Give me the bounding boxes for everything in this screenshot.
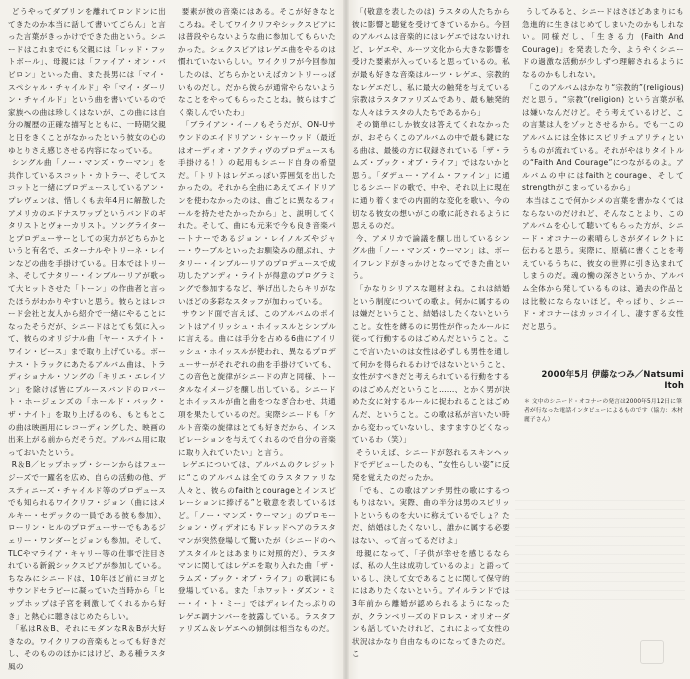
paragraph: 「私はR＆B、それにモダンなR＆Bが大好きなの。ワイクリフの音楽もとっても好きだし、そのもののほかにはけど、ある種ラスタ風の	[8, 624, 166, 671]
paragraph: 今、アメリカで論議を醸し出しているシングル曲「ノー・マンズ・ウーマン」は、ボーイフレンドがきっかけとなってできた曲という。	[352, 233, 510, 281]
paragraph: シングル曲「ノー・マンズ・ウーマン」を共作しているスコット・カトラー、そしてスコットと一緒にプロデュースしているアン・プレヴェンは、惜しくも去年4月に解散したアメリカのエドナスワップというバンドのギタリストとヴォーカリスト。ソングライターとプロデューサーとしての実力がどちらかというと有名で、エターナルやトリーネ・レインなどの曲を手掛けている。日本ではトリーネ、そしてナタリー・インブルーリアが歌って大ヒットさせた「トーン」の作曲者と言ったほうがわかりやすいと思う。彼らとはレコード会社と友人から紹介で一緒にやることになったそうだが、シニードはとても気に入って、彼らのオリジナル曲「ヤー・ステイト・ワイン・ビース」まで取り上げている。ボーナス・トラックにあたるアルバム曲は、トラディショナル・ソングの「キリエ・エレイソン」を除けば皆にブルースバンドのロバート・ホージェンズの「ホールド・バック・ザ・ナイト」を取り上げるのも、もともとこの曲は映画用にレコーディングした、映画の出来上がる前からだそうだ。アルバム用に取っておいたという。	[8, 158, 166, 457]
text-column-4	[522, 6, 684, 336]
text-column-1	[8, 6, 166, 674]
paragraph: 要素が彼の音楽にはある。そこが好きなところね。そしてワイクリフやシックスピアには普段やらないような曲に参加してもらいたかった。シェクスピアはレゲエ曲をやるのは慣れていないらしい。ワイクリフが今回参加したのは、どちらかといえばカントリーっぽいものだし。だから彼らが通常やらないようなことをやってもらったことね。彼らはすごく楽しんでいたわ」	[178, 7, 336, 117]
author-credit: 2000年5月 伊藤なつみ／Natsumi Itoh	[541, 369, 684, 390]
show-through-texture	[515, 500, 685, 600]
paragraph: 「(敬意を表したのは) ラスタの人たちから彼に影響と聴覚を受けてきているから。今回のアルバムは音楽的にはレゲエではないけれど、レゲエや、ルーツ文化から大きな影響を受けた要素が入っていると思っているの。私が最も好きな音楽はルーツ・レゲエ、宗教的なレゲエだし、私に最大の触発を与えている宗教はラスタファリズムであり、最も触発的な人々はラスタの人たちであるから」	[352, 7, 510, 117]
footnote: ＊ 文中のシニード・オコナーの発言は2000年5月12日に筆者が行なった電話インタビューによるものです（協力：木村麗子さん）	[524, 399, 683, 423]
paragraph: レゲエについては、アルバムのクレジットに“このアルバムは全てのラスタファリな人々と、彼らのfaithとcourageとインスピレーションに捧げる”と敬意を表しているほど。「ノー・マンズ・ウーマン」のプロモーション・ヴィデオにもドレッドヘアのラスタマンが突然登場して驚いたが（シニードのヘアスタイルとはあまりに対照的だ）、ラスタマンに関してはレゲエを取り入れた曲「ザ・ラムズ・ブック・オブ・ライフ」の歌詞にも登場している。また「ホワット・ダズン・ミー・イ・ト・ミー」ではディレイたっぷりのレゲエ調ナンバーを披露している。ラスタファリズム＆レゲエへの傾倒は相当なものだ。	[178, 460, 336, 634]
paragraph: どうやってダブリンを離れてロンドンに出てきたのか本当に話して書いてごらん」と言った言葉がきっかけでできた曲という。シニードはこれまでにも父親には「レッド・フットボール」、母親には「ファイア・オン・バビロン」といった曲、また長男には「マイ・スペシャル・チャイルド」や「マイ・ダーリン・チャイルド」という曲を書いているので家族への曲は珍しくはないが、この曲には自分の履歴の正確な描写とともに、一時期父親と日をきくことがなかったという彼女の心のゆとりさえ感じさせる内容になっている。	[8, 7, 166, 155]
paragraph: 「このアルバムはかなり“宗教的”(religious)だと思う。“宗教”(religion) という言葉が私は嫌いなんだけど。そう考えているけど、この言葉は人をゾッとさせるから。でも一このアルバムには全体にスピリチュアリティというものが流れている。それがやはりタイトルの“Faith And Courage”につながるのよ。アルバムの中にはfaithとcourage、そしてstrengthがこまっているから」	[522, 82, 684, 193]
paragraph: 「でも、この歌はアンチ男性の歌にするつもりはない。実際、曲の半分は男のスピリットというものを大いに称えているでしょ？ただ、結婚はしたくないし、誰かに属する必要はない、って言ってるだけよ」	[352, 485, 510, 545]
paragraph: 「かなりシリアスな題材よね。これは結婚という制度についての歌よ。何かに属するのは嫌だということ、結婚はしたくないということ。女性を縛るのに男性が作ったルールに従って行動するのはごめんだということ。ここで言いたいのは女性は必ずしも男性を通して何かを得られるわけではないということ、女性がすべきだと考えられている行動をするのはごめんだということ……、とかく男が決めた女に対するルールに捉われることはごめんだ、ということ。この歌は私が言いたい時から変わっていないし、ますますひどくなっているわ（笑）」	[352, 284, 510, 445]
paragraph: うしてみると、シニードはさほどあまりにも急進的に生きはじめてしまいたのかもしれない。同様だし、「生きる力 (Faith And Courage)」を発表した今、ようやくシニードの過激な活動が少しずつ理解されるようになるのかもしれない。	[522, 7, 684, 79]
paragraph: その簡単にしか彼女は答えてくれなかったが、おそらくこのアルバムの中で最も鍵になる曲は、最後の方に収録されている「ザ・ラムズ・ブック・オブ・ライフ」ではないかと思う。「ダデュー・アイム・ファイン」に通じるシニードの歌で、中や、それ以上に現在に通り着くまでの内面的な変化を歌い、今の切なる彼女の想いがこの歌に託されるように思えるのだ。	[352, 120, 510, 231]
text-column-3	[352, 6, 510, 674]
text-column-2	[178, 6, 336, 674]
logo-mark-icon	[640, 640, 664, 664]
paragraph: 「ブライアン・イーノもそうだが、ON-Uサウンドのエイドリアン・シャーウッド（最近はオーディオ・アクティヴのプロデュースも手掛ける！）の起用もシニード自身の希望だ。「トリトはレゲエっぽい雰囲気を出したかったの。それから全曲にあえてエイドリアンを使わなかったのは、曲ごとに異なるフィールを持たせたかったから」と、説明してくれた。そして、曲にも元来で今も良き音楽パートナーであるジョン・レイノルズやジャー・ウーブルといったお馴染みの顔ぶれ、ナタリー・インブルーリアのプロデュースで成功したアンディ・ライトが得意のプログラミングで参加するなど、挙げ出したらキリがないほどの多彩なスタッフが加わっている。	[178, 120, 336, 306]
paragraph: 母親になって、「子供が幸せを感じるならば、私の人生は成功しているのよ」と語っているし、決して女であることに関して保守的にはありたくないという。アイルランドでは3年前から離婚が認められるようになったが、クランベリーズのドロレス・オリオーダンも話していたけれど、これによって女性の状況はかなり自由なものになってきたのだ。こ	[352, 548, 510, 659]
page-fold	[343, 0, 349, 679]
paragraph: R＆B／ヒップホップ・シーンからはフュージーズで一躍名を広め、自らの活動の他、デスティニーズ・チャイルド等のプロデュースでも知られるワイクリフ・ジョン（曲にはメルキー・セデックの一員である彼も参加）、ローリン・ヒルのプロデューサーでもあるジェリー・ワンダーとジョンも参加。そして、TLCやマライア・キャリー等の仕事で注目されている新鋭シックスピアが参加している。ちなみにシニードは、10年ほど前にヨガとサウンドセラピーに凝っていた当時から「ヒップホップは子宮を刺激してくれるから好き」と熱心に聴きはじめたらしい。	[8, 460, 166, 621]
paragraph: 本当はここで何かシメの言葉を書かなくてはならないのだけれど、そんなことより、このアルバムを心して聴いてもらった方が、シニード・オコナーの素晴らしさがダイレクトに伝わると思う。実際に、原稿に書くことを考えているうちに、彼女の世界に引き込まれてしまうのだ。魂の慟の深さというか、アルバム全体から発しているものは、過去の作品とは比較にならないほど。やっぱり、シニード・オコナーはカッコイイし、凄すぎる女性だと思う。	[522, 195, 684, 331]
paragraph: そういえば、シニードが怒れるスキンヘッドでデビューしたのも、“女性らしい姿”に反発を覚えたのだったか。	[352, 447, 510, 482]
paragraph: サウンド面で言えば、このアルバムのポイントはアイリッシュ・ホイッスルとシンプルに言える。曲には手分を占める6曲にアイリッシュ・ホイッスルが使われ、異なるプロデューサーがそれぞれの曲を手掛けていても、この音色と旋律がシニードの声と同様、トータルなイメージを醸し出している。シニードとホイッスルが曲と曲をつなぎ合わせ、共通項を果たしているのだ。実際シニードも「ケルト音楽の旋律はとても好きだから、インスピレーションを与えてくれるので自分の音楽に取り入れていたい」と言う。	[178, 309, 336, 457]
